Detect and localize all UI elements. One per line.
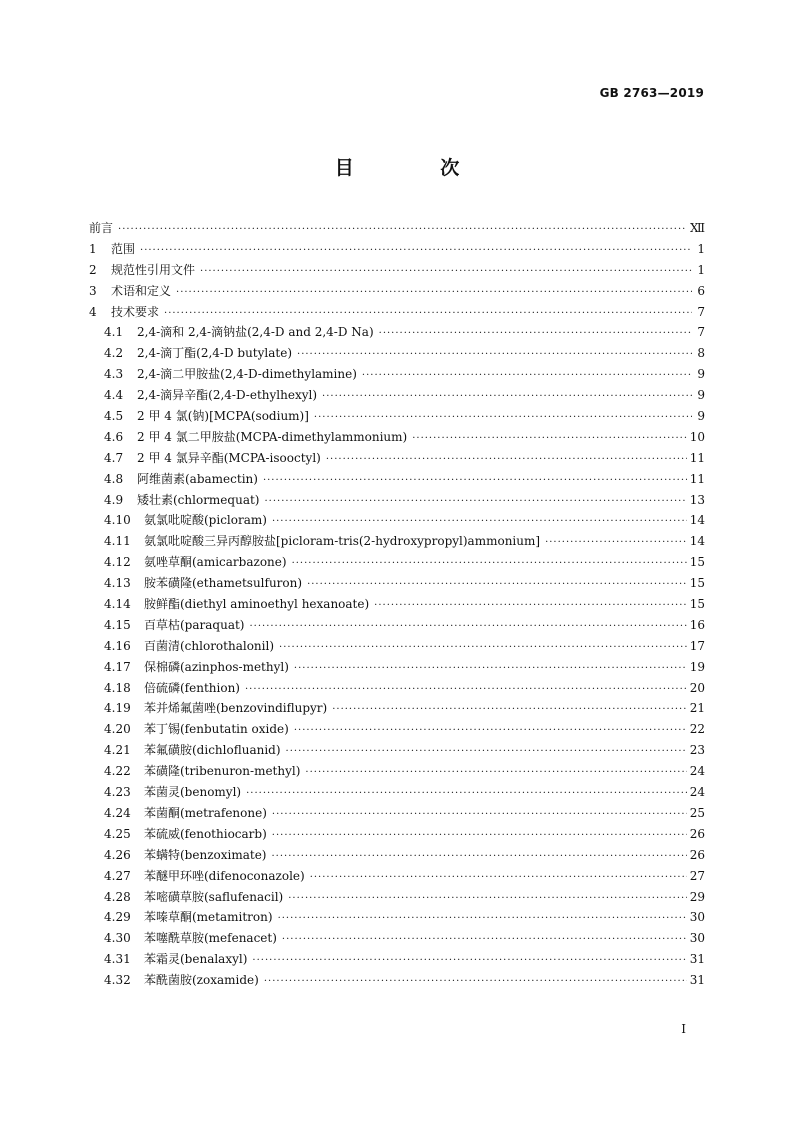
toc-entry[interactable] <box>89 825 705 846</box>
toc-dot-leader <box>272 809 687 820</box>
toc-entry-page: 17 <box>689 638 705 653</box>
toc-entry[interactable] <box>89 908 705 929</box>
toc-entry-number: 4.14 <box>104 597 131 612</box>
toc-dot-leader <box>307 579 687 590</box>
toc-dot-leader <box>263 475 687 486</box>
toc-entry[interactable] <box>89 699 705 720</box>
toc-dot-leader <box>374 600 687 611</box>
toc-entry-page: 11 <box>689 450 705 465</box>
toc-entry-number: 4.24 <box>104 805 131 820</box>
toc-dot-leader <box>278 913 687 924</box>
toc-entry[interactable] <box>89 574 705 595</box>
toc-entry-number: 4.1 <box>104 325 124 340</box>
toc-dot-leader <box>245 684 687 695</box>
toc-entry-number: 4.30 <box>104 931 131 946</box>
toc-entry[interactable] <box>89 888 705 909</box>
toc-entry-title: 保棉磷(azinphos-methyl) <box>144 659 289 674</box>
toc-entry[interactable] <box>89 470 705 491</box>
toc-entry[interactable] <box>89 449 705 470</box>
toc-entry-title: 前言 <box>89 221 114 235</box>
toc-entry-number: 4.25 <box>104 826 131 841</box>
toc-entry-number: 4.15 <box>104 617 131 632</box>
toc-entry-page: 27 <box>689 868 705 883</box>
toc-entry-title: 规范性引用文件 <box>111 262 196 277</box>
toc-entry-page: 22 <box>689 722 705 737</box>
toc-entry-page: 1 <box>697 262 705 277</box>
toc-entry-page: 9 <box>697 388 705 403</box>
toc-entry-page: 26 <box>689 847 705 862</box>
toc-dot-leader <box>272 830 687 841</box>
toc-entry-number: 2 <box>89 262 97 277</box>
toc-entry-number: 4.13 <box>104 576 131 591</box>
toc-entry-number: 4.10 <box>104 513 131 528</box>
toc-entry-number: 4.7 <box>104 450 124 465</box>
toc-entry-page: 24 <box>689 764 705 779</box>
toc-entry-title: 百草枯(paraquat) <box>144 617 245 632</box>
toc-entry-title: 2 甲 4 氯(钠)[MCPA(sodium)] <box>137 409 309 424</box>
toc-entry[interactable] <box>89 365 705 386</box>
toc-entry-title: 氨氯吡啶酸(picloram) <box>144 513 267 528</box>
toc-entry-page: 6 <box>697 283 705 298</box>
toc-entry-page: 9 <box>697 367 705 382</box>
toc-entry[interactable] <box>89 303 705 324</box>
toc-entry-title: 胺苯磺隆(ethametsulfuron) <box>144 576 303 591</box>
toc-entry[interactable] <box>89 679 705 700</box>
toc-entry-title: 苯霜灵(benalaxyl) <box>144 952 248 967</box>
toc-entry-title: 阿维菌素(abamectin) <box>137 471 258 486</box>
toc-entry-page: Ⅻ <box>689 221 705 235</box>
toc-entry-number: 4.31 <box>104 952 131 967</box>
toc-entry-title: 2,4-滴和 2,4-滴钠盐(2,4-D and 2,4-D Na) <box>137 325 374 340</box>
toc-entry-page: 19 <box>689 659 705 674</box>
toc-dot-leader <box>412 433 687 444</box>
toc-entry-number: 4.20 <box>104 722 131 737</box>
toc-entry-page: 31 <box>689 952 705 967</box>
toc-dot-leader <box>279 642 687 653</box>
toc-entry-page: 14 <box>689 513 705 528</box>
toc-entry-title: 苯氟磺胺(dichlofluanid) <box>144 743 281 758</box>
toc-entry[interactable] <box>89 762 705 783</box>
toc-dot-leader <box>292 558 687 569</box>
toc-entry[interactable] <box>89 950 705 971</box>
toc-entry-title: 苯并烯氟菌唑(benzovindiflupyr) <box>144 701 328 716</box>
toc-dot-leader <box>249 621 686 632</box>
toc-entry-number: 4.3 <box>104 367 124 382</box>
toc-entry-title: 氨唑草酮(amicarbazone) <box>144 555 287 570</box>
toc-entry-number: 4.32 <box>104 973 131 988</box>
toc-entry[interactable] <box>89 261 705 282</box>
toc-entry-page: 29 <box>689 889 705 904</box>
toc-entry-title: 胺鲜酯(diethyl aminoethyl hexanoate) <box>144 597 370 612</box>
toc-entry-page: 13 <box>689 492 705 507</box>
toc-entry-page: 20 <box>689 680 705 695</box>
toc-entry-number: 4.9 <box>104 492 124 507</box>
toc-entry-title: 苯菌酮(metrafenone) <box>144 805 267 820</box>
toc-entry-page: 8 <box>697 346 705 361</box>
toc-dot-leader <box>297 349 692 360</box>
toc-dot-leader <box>118 224 687 235</box>
toc-entry-number: 4.22 <box>104 764 131 779</box>
toc-dot-leader <box>332 704 687 715</box>
toc-entry-page: 14 <box>689 534 705 549</box>
toc-entry-title: 苯磺隆(tribenuron-methyl) <box>144 764 301 779</box>
toc-entry[interactable] <box>89 344 705 365</box>
toc-entry-title: 苯酰菌胺(zoxamide) <box>144 973 259 988</box>
toc-entry-page: 10 <box>689 429 705 444</box>
toc-entry[interactable] <box>89 637 705 658</box>
toc-dot-leader <box>310 872 687 883</box>
toc-dot-leader <box>272 516 687 527</box>
toc-dot-leader <box>282 934 687 945</box>
toc-dot-leader <box>264 496 686 507</box>
toc-entry[interactable] <box>89 971 705 992</box>
document-id: GB 2763—2019 <box>599 86 704 100</box>
toc-dot-leader <box>294 725 687 736</box>
toc-entry-title: 2 甲 4 氯二甲胺盐(MCPA-dimethylammonium) <box>137 429 408 444</box>
toc-entry-number: 1 <box>89 241 97 256</box>
toc-entry-number: 4.11 <box>104 534 131 549</box>
toc-entry-title: 氨氯吡啶酸三异丙醇胺盐[picloram-tris(2-hydroxypropyl)ammonium] <box>144 534 541 549</box>
toc-entry-number: 4.19 <box>104 701 131 716</box>
toc-entry-number: 3 <box>89 283 97 298</box>
toc-entry[interactable] <box>89 386 705 407</box>
toc-entry-title: 苯嗪草酮(metamitron) <box>144 910 273 925</box>
toc-dot-leader <box>362 370 692 381</box>
toc-entry-page: 16 <box>689 617 705 632</box>
toc-entry-title: 百菌清(chlorothalonil) <box>144 638 275 653</box>
toc-entry-page: 15 <box>689 597 705 612</box>
toc-entry[interactable] <box>89 240 705 261</box>
toc-entry-number: 4.2 <box>104 346 124 361</box>
toc-entry-title: 苯噻酰草胺(mefenacet) <box>144 931 277 946</box>
toc-entry[interactable] <box>89 867 705 888</box>
toc-dot-leader <box>379 328 692 339</box>
toc-entry-page: 30 <box>689 910 705 925</box>
toc-dot-leader <box>252 955 686 966</box>
toc-entry-number: 4.16 <box>104 638 131 653</box>
toc-entry[interactable] <box>89 219 705 240</box>
toc-dot-leader <box>314 412 692 423</box>
toc-entry-page: 21 <box>689 701 705 716</box>
toc-entry-number: 4.4 <box>104 388 124 403</box>
toc-entry[interactable] <box>89 511 705 532</box>
toc-entry-page: 7 <box>697 304 705 319</box>
toc-entry[interactable] <box>89 741 705 762</box>
page-title: 目 次 <box>334 157 500 179</box>
toc-entry-title: 苯硫威(fenothiocarb) <box>144 826 267 841</box>
toc-entry-number: 4.21 <box>104 743 131 758</box>
toc-entry[interactable] <box>89 720 705 741</box>
toc-dot-leader <box>322 391 692 402</box>
toc-entry-number: 4.18 <box>104 680 131 695</box>
toc-entry-number: 4.28 <box>104 889 131 904</box>
toc-entry-page: 24 <box>689 785 705 800</box>
toc-entry-title: 2 甲 4 氯异辛酯(MCPA-isooctyl) <box>137 450 321 465</box>
toc-entry-page: 23 <box>689 743 705 758</box>
toc-dot-leader <box>305 767 686 778</box>
toc-dot-leader <box>164 308 692 319</box>
toc-entry[interactable] <box>89 616 705 637</box>
toc-entry-title: 技术要求 <box>111 304 160 319</box>
toc-entry-page: 7 <box>697 325 705 340</box>
toc-entry-title: 倍硫磷(fenthion) <box>144 680 240 695</box>
toc-entry-page: 15 <box>689 576 705 591</box>
toc-dot-leader <box>286 746 687 757</box>
toc-entry-title: 2,4-滴二甲胺盐(2,4-D-dimethylamine) <box>137 367 357 382</box>
toc-entry-number: 4.6 <box>104 429 124 444</box>
toc-entry-page: 31 <box>689 973 705 988</box>
toc-entry[interactable] <box>89 595 705 616</box>
toc-entry-number: 4.8 <box>104 471 124 486</box>
toc-dot-leader <box>288 893 686 904</box>
toc-entry[interactable] <box>89 428 705 449</box>
toc-entry-number: 4.12 <box>104 555 131 570</box>
toc-entry-page: 25 <box>689 805 705 820</box>
toc-dot-leader <box>294 663 687 674</box>
toc-dot-leader <box>176 287 692 298</box>
toc-entry-title: 术语和定义 <box>111 283 172 298</box>
toc-entry[interactable] <box>89 846 705 867</box>
toc-dot-leader <box>326 454 687 465</box>
toc-entry-number: 4 <box>89 304 97 319</box>
toc-entry-title: 矮壮素(chlormequat) <box>137 492 260 507</box>
toc-entry-title: 2,4-滴异辛酯(2,4-D-ethylhexyl) <box>137 388 318 403</box>
toc-entry-title: 苯醚甲环唑(difenoconazole) <box>144 868 305 883</box>
toc-entry-page: 11 <box>689 471 705 486</box>
page-number: I <box>681 1022 686 1036</box>
toc-entry[interactable] <box>89 658 705 679</box>
toc-entry-title: 苯嘧磺草胺(saflufenacil) <box>144 889 284 904</box>
toc-entry-number: 4.27 <box>104 868 131 883</box>
toc-dot-leader <box>246 788 687 799</box>
toc-entry-number: 4.26 <box>104 847 131 862</box>
toc-entry-title: 苯螨特(benzoximate) <box>144 847 267 862</box>
toc-dot-leader <box>272 851 687 862</box>
toc-entry-page: 9 <box>697 409 705 424</box>
toc-dot-leader <box>264 976 687 987</box>
toc-entry[interactable] <box>89 323 705 344</box>
toc-entry[interactable] <box>89 407 705 428</box>
toc-entry-number: 4.23 <box>104 785 131 800</box>
toc-entry-number: 4.5 <box>104 409 124 424</box>
toc-entry-page: 1 <box>697 241 705 256</box>
toc-entry[interactable] <box>89 804 705 825</box>
toc-entry-page: 15 <box>689 555 705 570</box>
toc-entry[interactable] <box>89 491 705 512</box>
toc-entry-page: 26 <box>689 826 705 841</box>
toc-entry-title: 苯丁锡(fenbutatin oxide) <box>144 722 289 737</box>
toc-dot-leader <box>545 537 687 548</box>
toc-dot-leader <box>200 266 692 277</box>
toc-entry[interactable] <box>89 929 705 950</box>
toc-entry-title: 苯菌灵(benomyl) <box>144 785 242 800</box>
toc-entry[interactable] <box>89 282 705 303</box>
toc-entry-title: 2,4-滴丁酯(2,4-D butylate) <box>137 346 293 361</box>
table-of-contents <box>89 219 705 992</box>
toc-entry-page: 30 <box>689 931 705 946</box>
toc-entry-number: 4.29 <box>104 910 131 925</box>
toc-entry[interactable] <box>89 532 705 553</box>
toc-dot-leader <box>140 245 692 256</box>
toc-entry[interactable] <box>89 553 705 574</box>
toc-entry[interactable] <box>89 783 705 804</box>
toc-entry-title: 范围 <box>111 241 136 256</box>
toc-entry-number: 4.17 <box>104 659 131 674</box>
